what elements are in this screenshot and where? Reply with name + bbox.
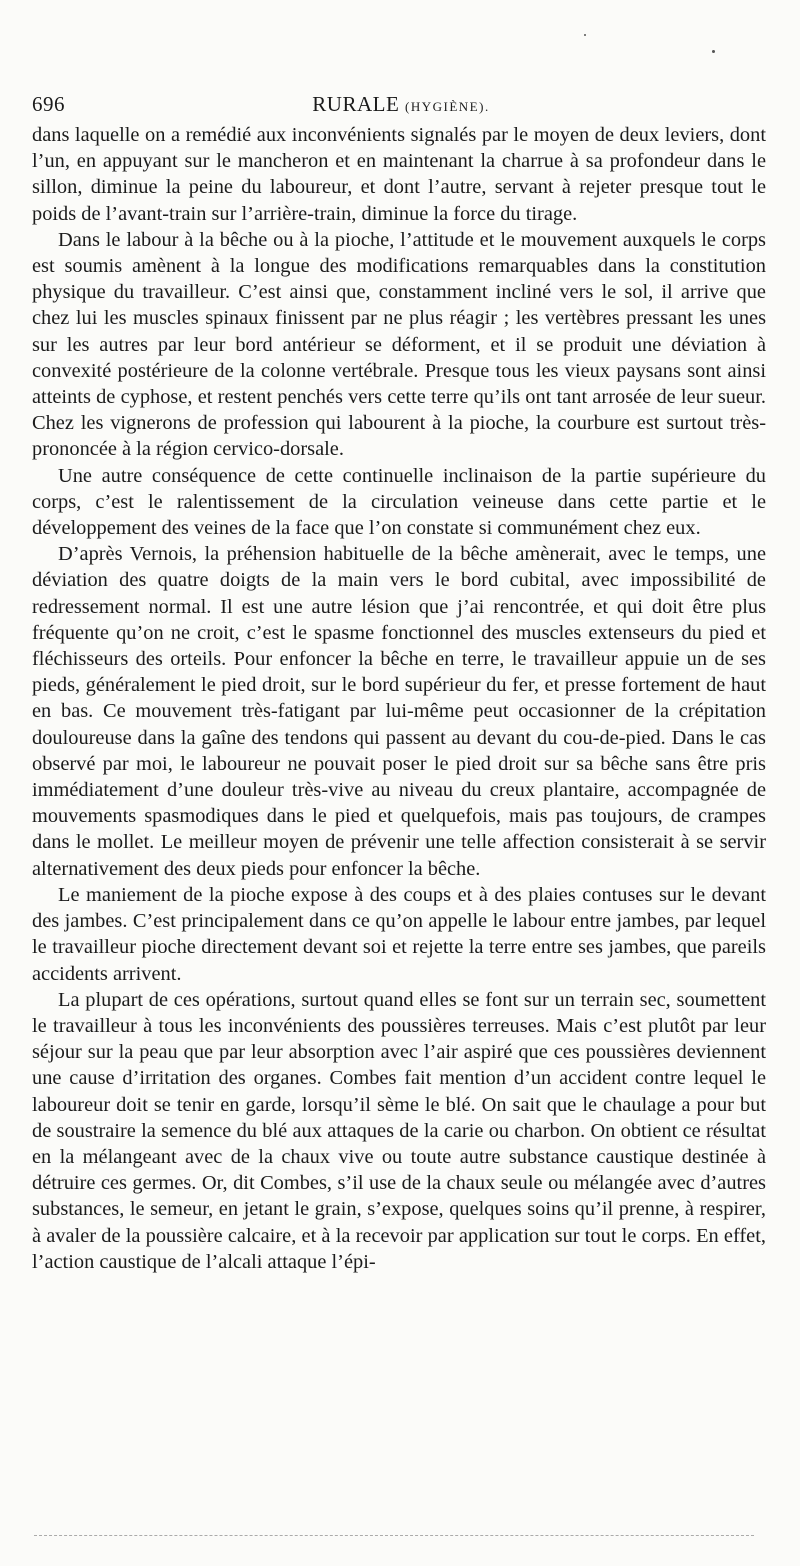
paper-speck: [712, 50, 715, 53]
footer-rule: [34, 1535, 754, 1536]
paragraph: dans laquelle on a remédié aux inconvénients signalés par le moyen de deux leviers, dont l’un, en appuyant sur le mancheron et en maintenant la charrue à sa profondeur dans le sillon, diminue la peine du laboureur, et dont l’autre, servant à rejeter presque tout le poids de l’avant-train sur l’arrière-train, diminue la force du tirage.: [32, 124, 766, 225]
running-title-subtitle: (HYGIÈNE).: [405, 99, 490, 114]
paragraph: Dans le labour à la bêche ou à la pioche, l’attitude et le mouvement auxquels le corps est soumis amènent à la longue des modifications remarquables dans la constitution physique du travailleur. C’est ainsi que, constamment incliné vers le sol, il arrive que chez lui les muscles spinaux finissent par ne plus réagir ; les vertèbres pressant les unes sur les autres par leur bord antérieur se déforment, et il se produit une déviation à convexité postérieure de la colonne vertébrale. Presque tous les vieux paysans sont ainsi atteints de cyphose, et restent penchés vers cette terre qu’ils ont tant arrosée de leur sueur. Chez les vignerons de profession qui labourent à la pioche, la courbure est surtout très-prononcée à la région cervico-dorsale.: [32, 228, 766, 461]
paragraph: Le maniement de la pioche expose à des coups et à des plaies contuses sur le devant des jambes. C’est principalement dans ce qu’on appelle le labour entre jambes, par lequel le travailleur pioche directement devant soi et rejette la terre entre ses jambes, que pareils accidents arrivent.: [32, 883, 766, 985]
paper-speck: [584, 34, 586, 36]
paragraph: D’après Vernois, la préhension habituelle de la bêche amènerait, avec le temps, une déviation des quatre doigts de la main vers le bord cubital, avec impossibilité de redressement normal. Il est une autre lésion que j’ai rencontrée, et qui doit être plus fréquente qu’on ne croit, c’est le spasme fonctionnel des muscles extenseurs du pied et fléchisseurs des orteils. Pour enfoncer la bêche en terre, le travailleur appuie un de ses pieds, généralement le pied droit, sur le bord supérieur du fer, et presse fortement de haut en bas. Ce mouvement très-fatigant par lui-même peut occasionner de la crépitation douloureuse dans la gaîne des tendons qui passent au devant du cou-de-pied. Dans le cas observé par moi, le laboureur ne pouvait poser le pied droit sur sa bêche sans être pris immédiatement d’une douleur très-vive au niveau du creux plantaire, accompagnée de mouvements spasmodiques dans le pied et quelquefois, mais pas toujours, de crampes dans le mollet. Le meilleur moyen de prévenir une telle affection consisterait à se servir alternativement des deux pieds pour enfoncer la bêche.: [32, 543, 766, 880]
running-title: [32, 92, 770, 117]
paragraph: La plupart de ces opérations, surtout quand elles se font sur un terrain sec, soumettent le travailleur à tous les inconvénients des poussières terreuses. Mais c’est plutôt par leur séjour sur la peau que par leur absorption avec l’air aspiré que ces poussières deviennent une cause d’irritation des organes. Combes fait mention d’un accident contre lequel le laboureur doit se tenir en garde, lorsqu’il sème le blé. On sait que le chaulage a pour but de soustraire la semence du blé aux attaques de la carie ou charbon. On obtient ce résultat en la mélangeant avec de la chaux vive ou toute autre substance caustique destinée à détruire ces germes. Or, dit Combes, s’il use de la chaux seule ou mélangée avec d’autres substances, le semeur, en jetant le grain, s’expose, quelques soins qu’il prenne, à respirer, à avaler de la poussière calcaire, et à la recevoir par application sur tout le corps. En effet, l’action caustique de l’alcali attaque l’épi-: [32, 988, 766, 1273]
page-number: 696: [32, 92, 65, 116]
running-header: [32, 92, 770, 122]
paragraph: Une autre conséquence de cette continuelle inclinaison de la partie supérieure du corps, c’est le ralentissement de la circulation veineuse dans cette partie et le développement des veines de la face que l’on constate si communément chez eux.: [32, 464, 766, 540]
body-text: [32, 122, 766, 1275]
running-title-main: RURALE: [312, 92, 400, 116]
